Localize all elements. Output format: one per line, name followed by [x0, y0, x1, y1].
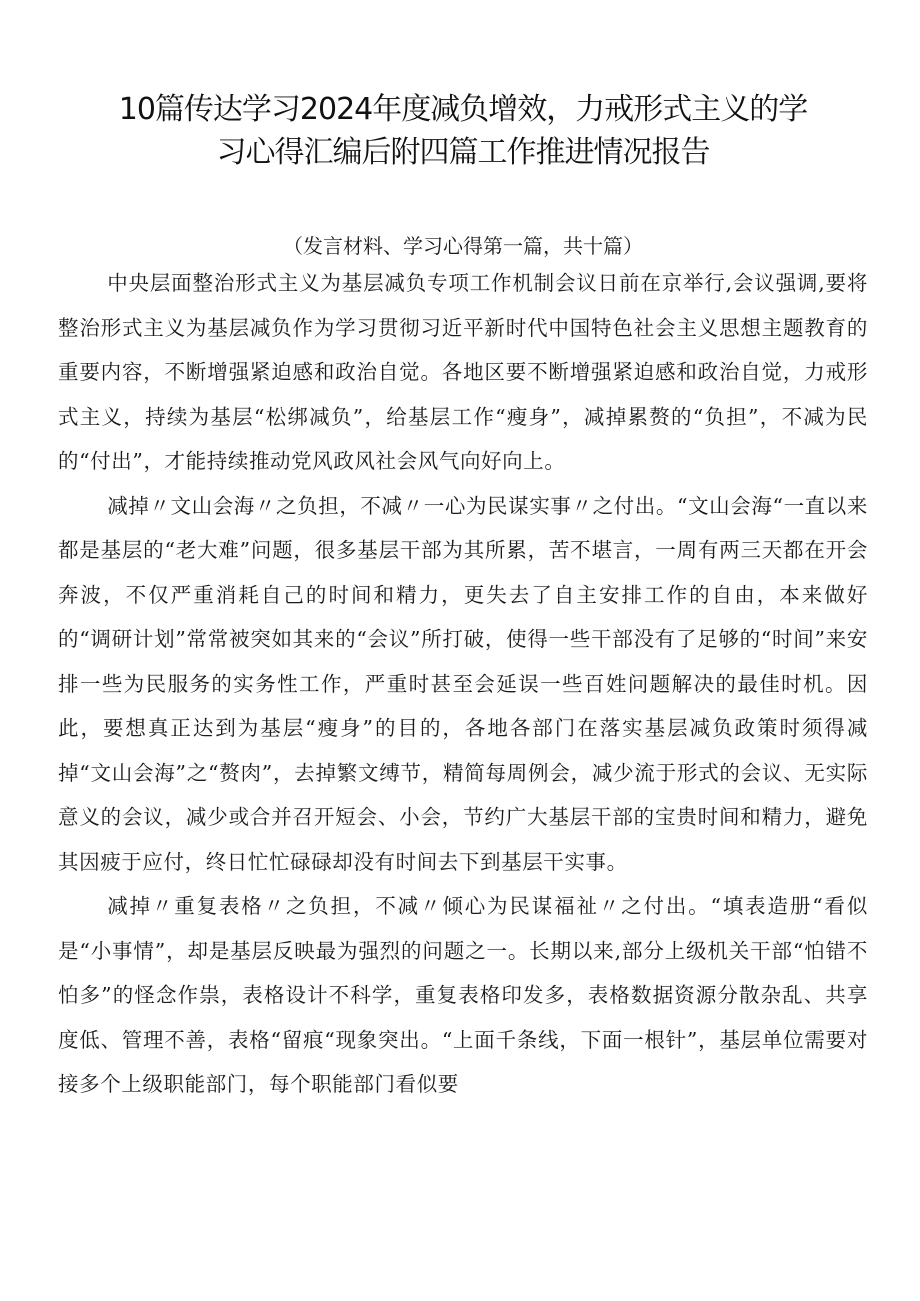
- document-subtitle: （发言材料、学习心得第一篇，共十篇）: [283, 234, 643, 258]
- document-title: [58, 88, 868, 174]
- paragraph-2: 减掉〃文山会海〃之负担，不减〃一心为民谋实事〃之付出。“文山会海“一直以来都是基层的“老大难”问题，很多基层干部为其所累，苦不堪言，一周有两三天都在开会奔波，不仅严重消耗自己的时间和精力，更失去了自主安排工作的自由，本来做好的“调研计划”常常被突如其来的“会议”所打破，使得一些干部没有了足够的“时间”来安排一些为民服务的实务性工作，严重时甚至会延误一些百姓问题解决的最佳时机。因此，要想真正达到为基层“瘦身”的目的，各地各部门在落实基层减负政策时须得减掉“文山会海”之“赘肉”，去掉繁文缚节，精简每周例会，减少流于形式的会议、无实际意义的会议，减少或合并召开短会、小会，节约广大基层干部的宝贵时间和精力，避免其因疲于应付，终日忙忙碌碌却没有时间去下到基层干实事。: [58, 493, 868, 874]
- document-title-line-1: 10篇传达学习2024年度减负增效，力戒形式主义的学: [118, 92, 808, 127]
- document-title-line-2: 习心得汇编后附四篇工作推进情况报告: [216, 135, 710, 170]
- paragraph-3: 减掉〃重复表格〃之负担，不减〃倾心为民谋福祉〃之付出。“填表造册“看似是“小事情”，却是基层反映最为强烈的问题之一。长期以来,部分上级机关干部“怕错不怕多”的怪念作祟，表格设计不科学，重复表格印发多，表格数据资源分散杂乱、共享度低、管理不善，表格“留痕“现象突出。“上面千条线，下面一根针”，基层单位需要对接多个上级职能部门，每个职能部门看似要: [58, 894, 868, 1096]
- paragraph-1: 中央层面整治形式主义为基层减负专项工作机制会议日前在京举行,会议强调,要将整治形式主义为基层减负作为学习贯彻习近平新时代中国特色社会主义思想主题教育的重要内容，不断增强紧迫感和政治自觉。各地区要不断增强紧迫感和政治自觉，力戒形式主义，持续为基层“松绑减负”，给基层工作“瘦身”，减掉累赘的“负担”，不减为民的“付出”，才能持续推动党风政风社会风气向好向上。: [58, 271, 868, 473]
- document-body: [58, 261, 868, 1107]
